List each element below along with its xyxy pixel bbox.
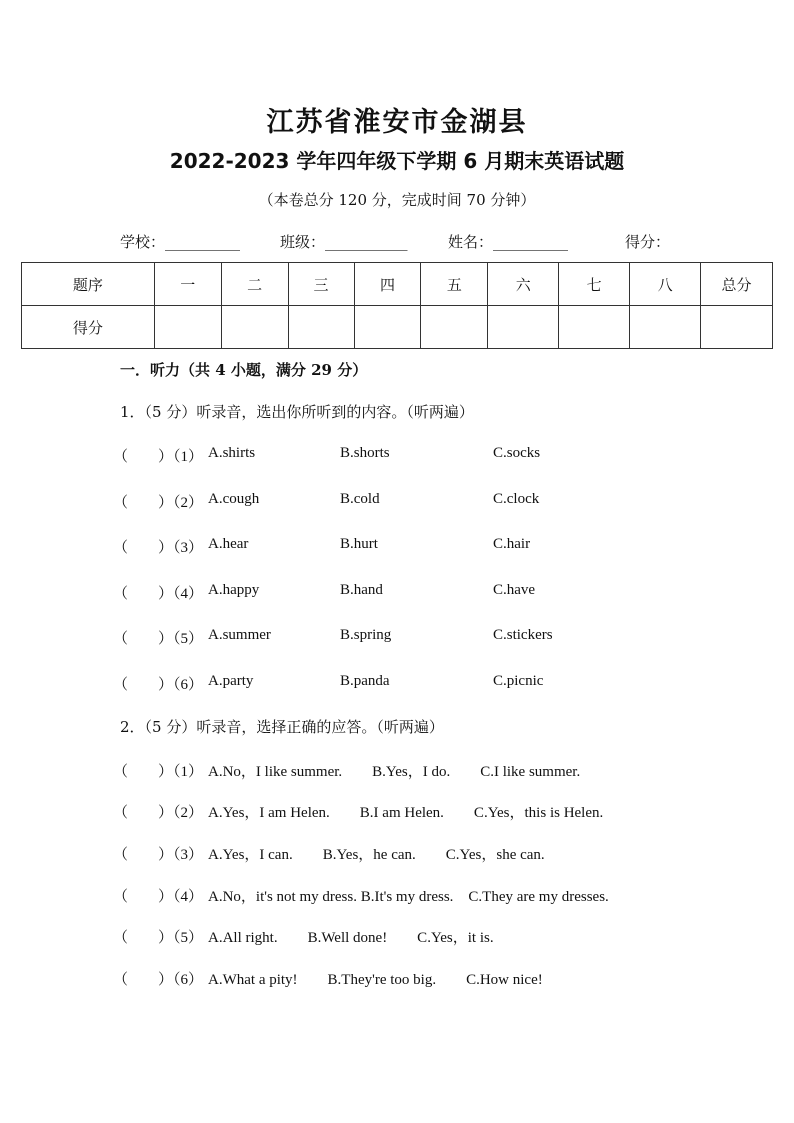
table-row-label: 得分 xyxy=(22,306,155,349)
answer-options: A.Yes，I am Helen. B.I am Helen. C.Yes，this is Helen. xyxy=(208,805,604,821)
table-header-cell: 四 xyxy=(354,263,421,306)
section-heading: 一．听力（共 4 小题，满分 29 分） xyxy=(120,361,368,379)
option-a: A.shirts xyxy=(208,445,256,461)
score-cell[interactable] xyxy=(221,306,288,349)
option-c: C.clock xyxy=(493,491,540,507)
option-c: C.picnic xyxy=(493,673,544,689)
option-b: B.hand xyxy=(340,582,383,598)
table-row xyxy=(22,306,773,349)
item-number: （ ）（1） xyxy=(113,449,204,465)
page-title: 江苏省淮安市金湖县 xyxy=(266,107,528,138)
item-number: （ ）（3） xyxy=(113,847,204,863)
option-c: C.have xyxy=(493,582,536,598)
table-header-cell: 题序 xyxy=(22,263,155,306)
answer-options: A.No，it's not my dress. B.It's my dress. C.They are my dresses. xyxy=(208,889,609,905)
option-b: B.cold xyxy=(340,491,380,507)
item-number: （ ）（6） xyxy=(113,972,204,988)
question-prompt: 2．（5 分）听录音，选择正确的应答。（听两遍） xyxy=(120,718,444,736)
item-number: （ ）（4） xyxy=(113,889,204,905)
option-b: B.shorts xyxy=(340,445,390,461)
table-header-cell: 一 xyxy=(154,263,221,306)
exam-note: （本卷总分 120 分，完成时间 70 分钟） xyxy=(258,191,536,209)
table-header-cell: 三 xyxy=(288,263,354,306)
option-a: A.summer xyxy=(208,627,271,643)
item-number: （ ）（3） xyxy=(113,540,204,556)
option-a: A.cough xyxy=(208,491,260,507)
option-a: A.party xyxy=(208,673,254,689)
table-header-cell: 总分 xyxy=(701,263,773,306)
answer-options: A.No，I like summer. B.Yes，I do. C.I like summer. xyxy=(208,764,581,780)
option-b: B.panda xyxy=(340,673,390,689)
item-number: （ ）（2） xyxy=(113,495,204,511)
option-a: A.hear xyxy=(208,536,249,552)
score-cell[interactable] xyxy=(488,306,559,349)
answer-options: A.All right. B.Well done! C.Yes，it is. xyxy=(208,930,494,946)
item-number: （ ）（5） xyxy=(113,631,204,647)
name-field: 姓名：__________ xyxy=(448,233,569,251)
table-row xyxy=(22,263,773,306)
table-header-cell: 八 xyxy=(630,263,701,306)
score-cell[interactable] xyxy=(630,306,701,349)
score-cell[interactable] xyxy=(154,306,221,349)
table-header-cell: 七 xyxy=(559,263,630,306)
answer-options: A.What a pity! B.They're too big. C.How nice! xyxy=(208,972,543,988)
table-header-cell: 六 xyxy=(488,263,559,306)
option-a: A.happy xyxy=(208,582,260,598)
score-field: 得分： xyxy=(625,233,671,251)
question-prompt: 1．（5 分）听录音，选出你所听到的内容。（听两遍） xyxy=(120,403,474,421)
option-b: B.spring xyxy=(340,627,392,643)
score-table xyxy=(21,262,773,349)
option-c: C.socks xyxy=(493,445,541,461)
table-header-cell: 五 xyxy=(421,263,488,306)
option-c: C.hair xyxy=(493,536,531,552)
item-number: （ ）（1） xyxy=(113,764,204,780)
item-number: （ ）（4） xyxy=(113,586,204,602)
exam-subtitle: 2022-2023 学年四年级下学期 6 月期末英语试题 xyxy=(169,149,625,173)
option-b: B.hurt xyxy=(340,536,378,552)
score-cell[interactable] xyxy=(288,306,354,349)
score-cell[interactable] xyxy=(559,306,630,349)
score-cell[interactable] xyxy=(701,306,773,349)
answer-options: A.Yes，I can. B.Yes，he can. C.Yes，she can. xyxy=(208,847,545,863)
item-number: （ ）（5） xyxy=(113,930,204,946)
item-number: （ ）（6） xyxy=(113,677,204,693)
school-field: 学校：__________ xyxy=(120,233,241,251)
score-cell[interactable] xyxy=(421,306,488,349)
option-c: C.stickers xyxy=(493,627,553,643)
table-header-cell: 二 xyxy=(221,263,288,306)
item-number: （ ）（2） xyxy=(113,805,204,821)
score-cell[interactable] xyxy=(354,306,421,349)
class-field: 班级：___________ xyxy=(280,233,408,251)
